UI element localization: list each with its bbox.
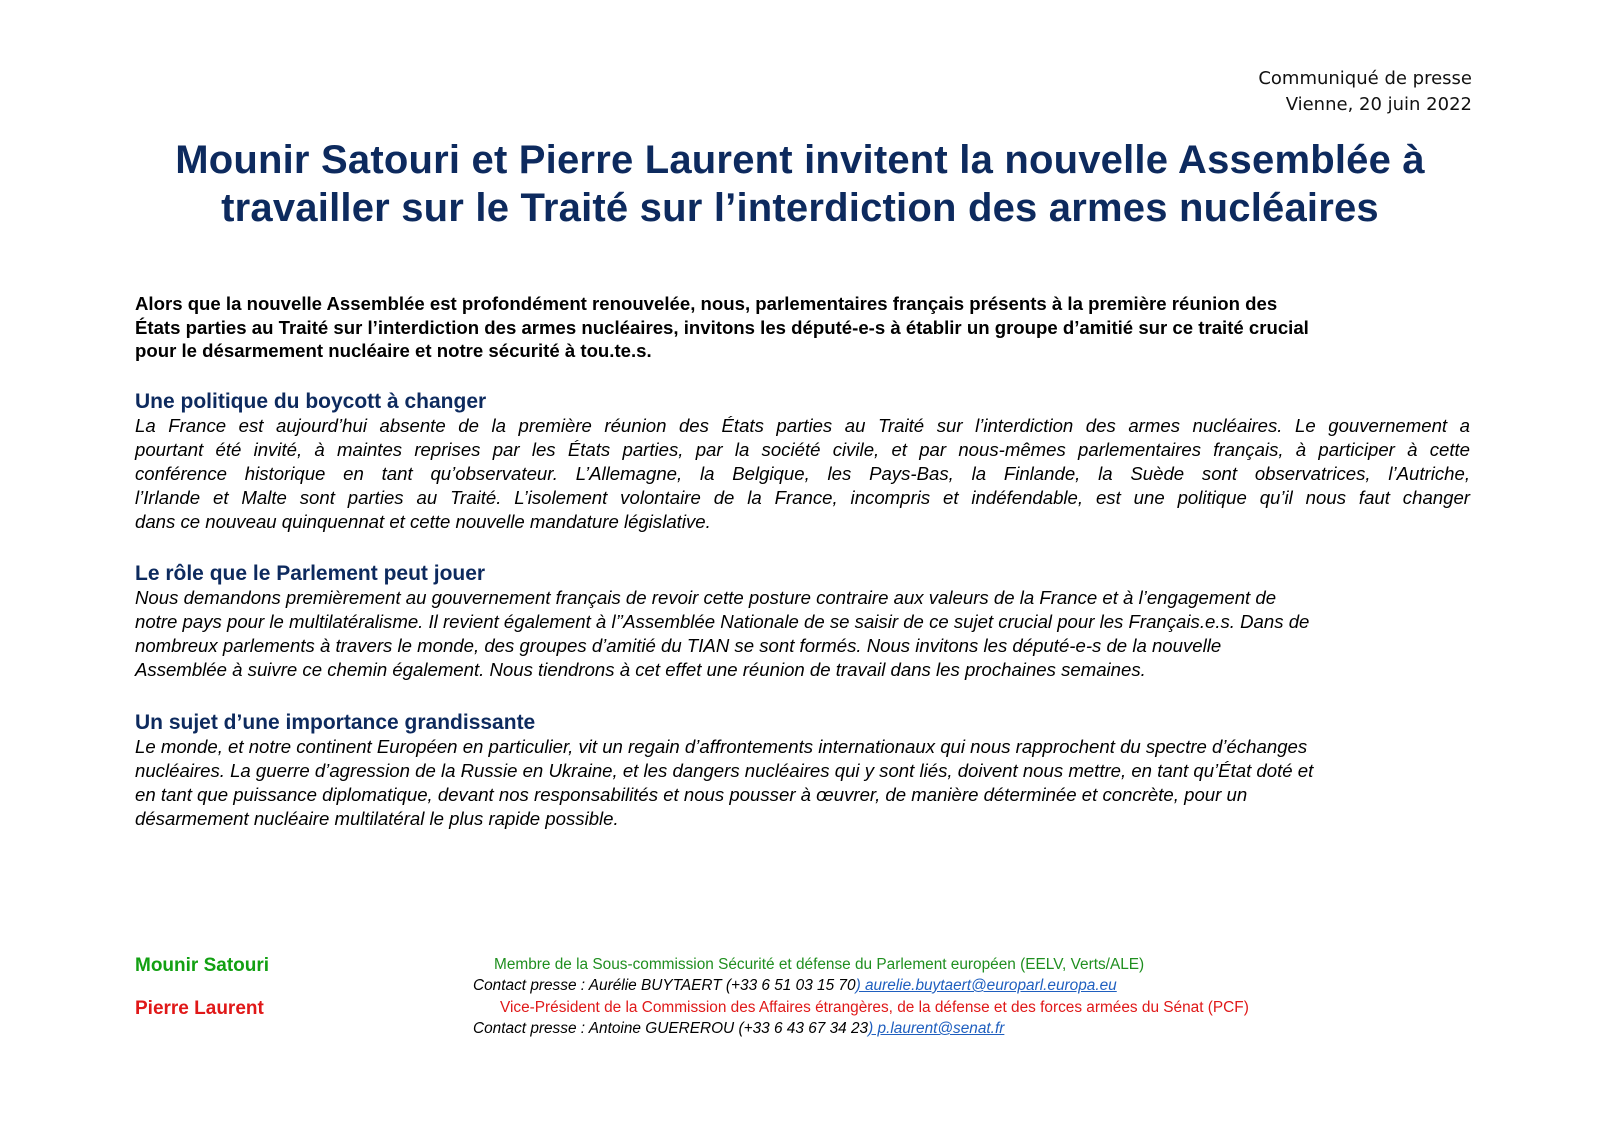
body-line: conférence historique en tant qu’observateur. L’Allemagne, la Belgique, les Pays-Bas, la Finlande, la Suède sont observatrices, l’Autriche, [135, 463, 1470, 484]
contact-email-link[interactable]: ) p.laurent@senat.fr [868, 1020, 1005, 1037]
body-line: Nous demandons premièrement au gouvernement français de revoir cette posture contraire aux valeurs de la France et à l’engagement de [135, 587, 1277, 608]
contact-text: Contact presse : Antoine GUEREROU (+33 6 43 67 34 23 [473, 1020, 869, 1037]
lead-line: pour le désarmement nucléaire et notre sécurité à tou.te.s. [135, 340, 652, 361]
body-line: Le monde, et notre continent Européen en particulier, vit un regain d’affrontements internationaux qui nous rapprochent du spectre d’échanges [135, 736, 1308, 757]
contact-text: Contact presse : Aurélie BUYTAERT (+33 6 51 03 15 70 [473, 977, 856, 994]
section-heading: Un sujet d’une importance grandissante [135, 711, 536, 734]
document-type: Communiqué de presse [1258, 68, 1472, 89]
section-parliament-role [135, 562, 1470, 682]
lead-line: États parties au Traité sur l’interdiction des armes nucléaires, invitons les député-e-s à établir un groupe d’amitié sur ce traité crucial [135, 316, 1309, 338]
body-line: en tant que puissance diplomatique, devant nos responsabilités et nous pousser à œuvrer, de manière déterminée et concrète, pour un [135, 784, 1248, 805]
press-contact-laurent [473, 1019, 1004, 1039]
section-body [135, 735, 1470, 831]
signatory-name-laurent: Pierre Laurent [135, 998, 264, 1019]
title-line-2: travailler sur le Traité sur l’interdiction des armes nucléaires [221, 186, 1379, 230]
signatory-role-satouri: Membre de la Sous-commission Sécurité et défense du Parlement européen (EELV, Verts/ALE) [494, 956, 1145, 973]
section-body [135, 414, 1470, 534]
place-date: Vienne, 20 juin 2022 [1285, 94, 1472, 115]
body-line: nombreux parlements à travers le monde, des groupes d’amitié du TIAN se sont formés. Nous invitons les député-e-s de la nouvelle [135, 635, 1222, 656]
body-line: l’Irlande et Malte sont parties au Traité. L’isolement volontaire de la France, incompris et indéfendable, est une politique qu’il nous faut changer [135, 487, 1470, 508]
section-heading: Une politique du boycott à changer [135, 390, 487, 413]
section-boycott [135, 390, 1470, 534]
press-contact-satouri [473, 976, 1117, 996]
signatory-role-laurent: Vice-Président de la Commission des Affaires étrangères, de la défense et des forces armées du Sénat (PCF) [500, 999, 1249, 1016]
press-release-header [1258, 66, 1472, 118]
body-line: dans ce nouveau quinquennat et cette nouvelle mandature législative. [135, 511, 711, 532]
body-line: nucléaires. La guerre d’agression de la Russie en Ukraine, et les dangers nucléaires qui y sont liés, doivent nous mettre, en tant qu’État doté et [135, 760, 1314, 781]
lead-line: Alors que la nouvelle Assemblée est profondément renouvelée, nous, parlementaires français présents à la première réunion des [135, 293, 1278, 314]
body-line: désarmement nucléaire multilatéral le plus rapide possible. [135, 808, 619, 829]
body-line: notre pays pour le multilatéralisme. Il revient également à l’’Assemblée Nationale de se saisir de ce sujet crucial pour les Français.e.s. Dans de [135, 611, 1310, 632]
body-line: La France est aujourd’hui absente de la première réunion des États parties au Traité sur l’interdiction des armes nucléaires. Le gouvernement a [135, 415, 1470, 436]
section-body [135, 586, 1470, 682]
signatory-name-satouri: Mounir Satouri [135, 955, 270, 976]
body-line: pourtant été invité, à maintes reprises par les États parties, par la société civile, et par nous-mêmes parlementaires français, à participer à cette [135, 439, 1470, 460]
contact-email-link[interactable]: ) aurelie.buytaert@europarl.europa.eu [855, 977, 1117, 994]
lead-paragraph [135, 292, 1470, 363]
body-line: Assemblée à suivre ce chemin également. Nous tiendrons à cet effet une réunion de travail dans les prochaines semaines. [135, 659, 1146, 680]
page-title [100, 136, 1500, 232]
title-line-1: Mounir Satouri et Pierre Laurent invitent la nouvelle Assemblée à [175, 138, 1425, 182]
section-growing-importance [135, 711, 1470, 831]
section-heading: Le rôle que le Parlement peut jouer [135, 562, 486, 585]
